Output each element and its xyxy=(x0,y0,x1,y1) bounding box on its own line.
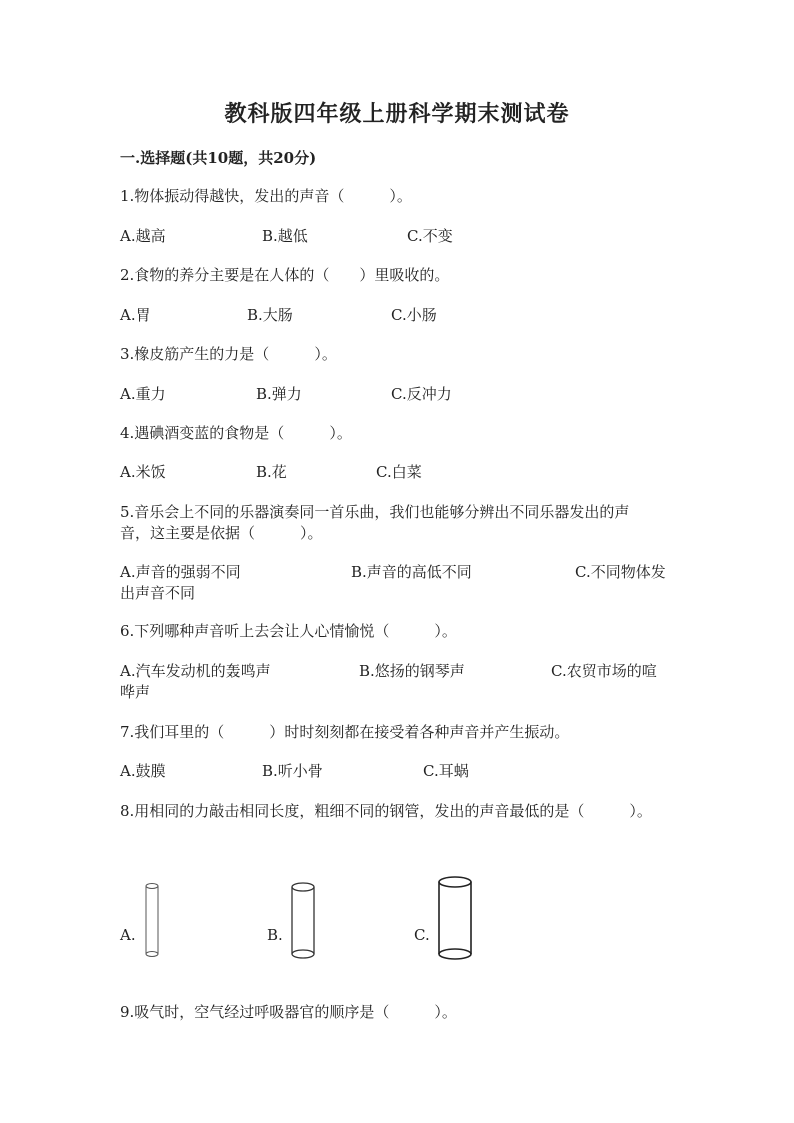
q1-option-a[interactable]: A.越高 xyxy=(120,227,166,245)
question-9: 9.吸气时，空气经过呼吸器官的顺序是（ ）。 xyxy=(120,1003,457,1021)
q5-option-c[interactable]: C.不同物体发 xyxy=(575,563,666,581)
q8-option-c-label[interactable]: C. xyxy=(414,926,430,944)
q4-option-c[interactable]: C.白菜 xyxy=(376,463,422,481)
question-7: 7.我们耳里的（ ）时时刻刻都在接受着各种声音并产生振动。 xyxy=(120,723,570,741)
q2-option-a[interactable]: A.胃 xyxy=(120,306,151,324)
q4-option-b[interactable]: B.花 xyxy=(256,463,287,481)
page-title: 教科版四年级上册科学期末测试卷 xyxy=(224,101,570,127)
q5-option-c-wrap: 出声音不同 xyxy=(120,584,196,602)
question-3: 3.橡皮筋产生的力是（ ）。 xyxy=(120,345,337,363)
section-heading: 一.选择题(共10题，共20分) xyxy=(120,149,317,167)
q7-option-a[interactable]: A.鼓膜 xyxy=(120,762,166,780)
question-5-line-1: 5.音乐会上不同的乐器演奏同一首乐曲，我们也能够分辨出不同乐器发出的声 xyxy=(120,503,630,521)
thick-tube-icon xyxy=(434,874,476,964)
q8-option-b-label[interactable]: B. xyxy=(267,926,283,944)
question-1: 1.物体振动得越快，发出的声音（ ）。 xyxy=(120,187,412,205)
question-2: 2.食物的养分主要是在人体的（ ）里吸收的。 xyxy=(120,266,450,284)
question-5-line-2: 音，这主要是依据（ ）。 xyxy=(120,524,323,542)
q3-option-a[interactable]: A.重力 xyxy=(120,385,166,403)
q4-option-a[interactable]: A.米饭 xyxy=(120,463,166,481)
q6-option-a[interactable]: A.汽车发动机的轰鸣声 xyxy=(120,662,271,680)
q5-option-b[interactable]: B.声音的高低不同 xyxy=(351,563,472,581)
q6-option-c-wrap: 哗声 xyxy=(120,683,151,701)
q6-option-c[interactable]: C.农贸市场的喧 xyxy=(551,662,657,680)
q6-option-b[interactable]: B.悠扬的钢琴声 xyxy=(359,662,465,680)
thin-tube-icon xyxy=(142,880,162,960)
question-8: 8.用相同的力敲击相同长度，粗细不同的钢管，发出的声音最低的是（ ）。 xyxy=(120,802,652,820)
q7-option-c[interactable]: C.耳蜗 xyxy=(423,762,469,780)
q3-option-b[interactable]: B.弹力 xyxy=(256,385,302,403)
q7-option-b[interactable]: B.听小骨 xyxy=(262,762,323,780)
question-6: 6.下列哪种声音听上去会让人心情愉悦（ ）。 xyxy=(120,622,457,640)
q1-option-b[interactable]: B.越低 xyxy=(262,227,308,245)
q2-option-b[interactable]: B.大肠 xyxy=(247,306,293,324)
q5-option-a[interactable]: A.声音的强弱不同 xyxy=(120,563,241,581)
q8-option-a-label[interactable]: A. xyxy=(120,926,136,944)
question-4: 4.遇碘酒变蓝的食物是（ ）。 xyxy=(120,424,352,442)
q2-option-c[interactable]: C.小肠 xyxy=(391,306,437,324)
q3-option-c[interactable]: C.反冲力 xyxy=(391,385,452,403)
q1-option-c[interactable]: C.不变 xyxy=(407,227,453,245)
medium-tube-icon xyxy=(287,880,319,962)
